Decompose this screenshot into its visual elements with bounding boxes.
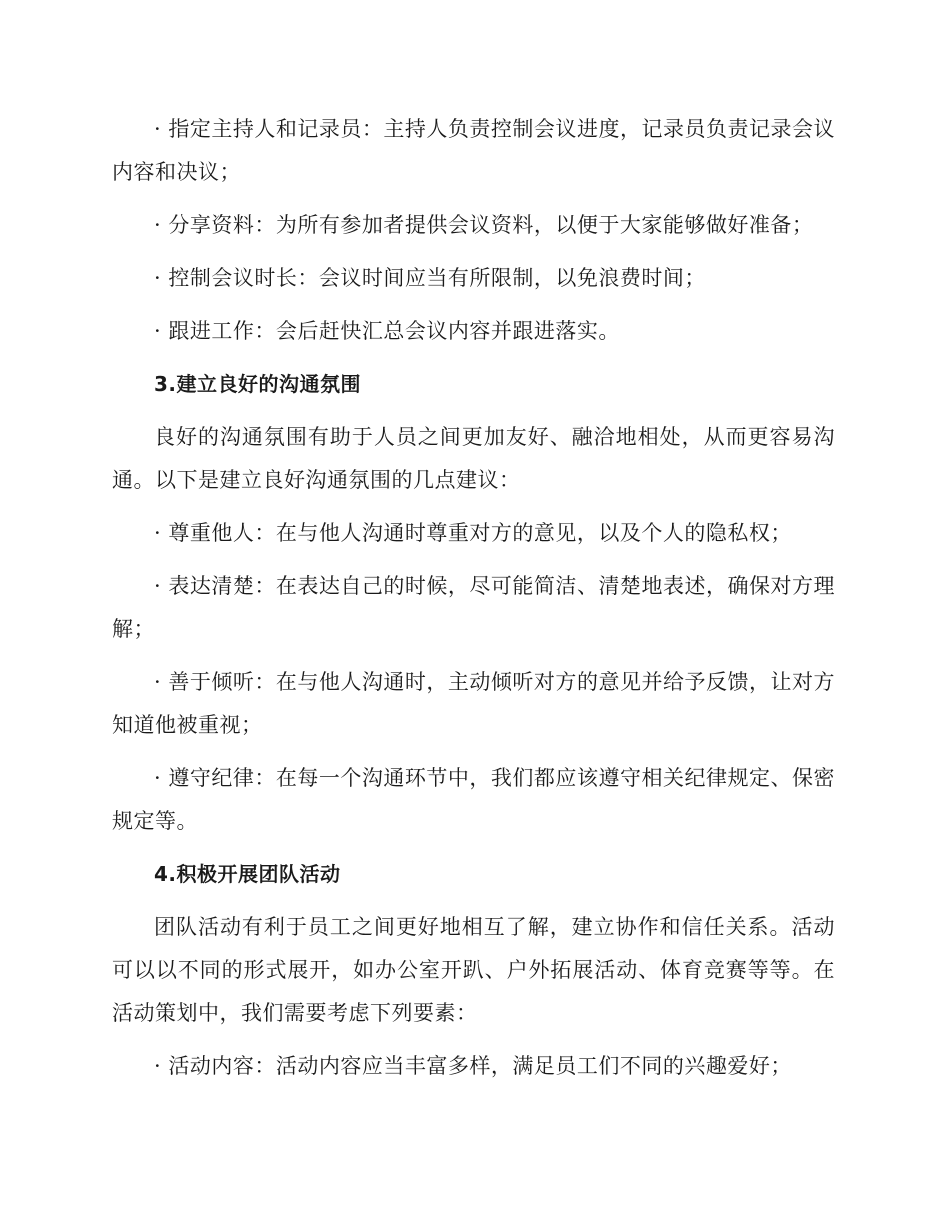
section-heading-4: 4.积极开展团队活动 — [154, 862, 341, 886]
bullet-share-materials: · 分享资料：为所有参加者提供会议资料，以便于大家能够做好准备； — [154, 213, 814, 237]
bullet-follow-rules: · 遵守纪律：在每一个沟通环节中，我们都应该遵守相关纪律规定、保密规定等。 — [112, 766, 835, 833]
bullet-listen-well: · 善于倾听：在与他人沟通时，主动倾听对方的意见并给予反馈，让对方知道他被重视； — [112, 670, 835, 737]
bullet-respect-others: · 尊重他人：在与他人沟通时尊重对方的意见，以及个人的隐私权； — [154, 521, 792, 545]
body-paragraph-team-activities: 团队活动有利于员工之间更好地相互了解，建立协作和信任关系。活动可以以不同的形式展开，如办公室开趴、户外拓展活动、体育竞赛等等。在活动策划中，我们需要考虑下列要素： — [112, 915, 835, 1025]
bullet-assign-host-recorder: · 指定主持人和记录员：主持人负责控制会议进度，记录员负责记录会议内容和决议； — [112, 117, 835, 184]
bullet-express-clearly: · 表达清楚：在表达自己的时候，尽可能简洁、清楚地表述，确保对方理解； — [112, 574, 835, 641]
body-paragraph-atmosphere: 良好的沟通氛围有助于人员之间更加友好、融洽地相处，从而更容易沟通。以下是建立良好沟通氛围的几点建议： — [112, 425, 835, 492]
bullet-control-duration: · 控制会议时长：会议时间应当有所限制，以免浪费时间； — [154, 266, 706, 290]
bullet-follow-up: · 跟进工作：会后赶快汇总会议内容并跟进落实。 — [154, 319, 620, 343]
bullet-activity-content: · 活动内容：活动内容应当丰富多样，满足员工们不同的兴趣爱好； — [154, 1054, 792, 1078]
section-heading-3: 3.建立良好的沟通氛围 — [154, 372, 362, 396]
